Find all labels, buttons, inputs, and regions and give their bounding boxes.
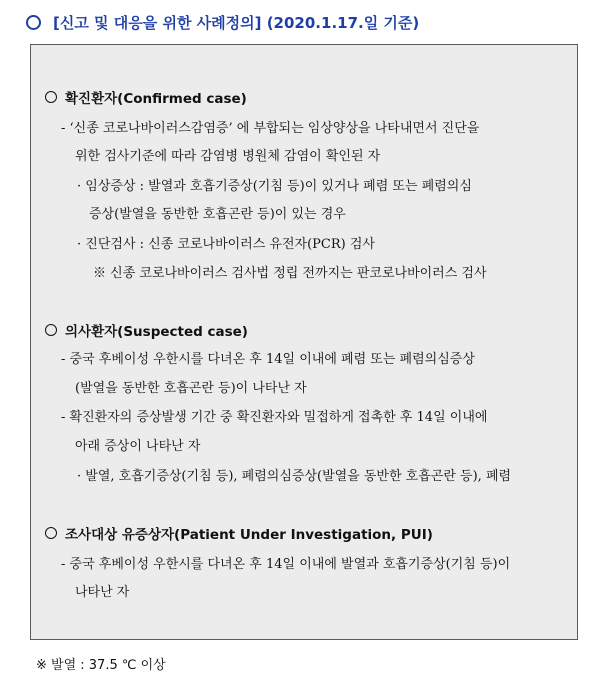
section-pui-title: 조사대상 유증상자(Patient Under Investigation, PUI) [45, 523, 433, 543]
suspected-line-3: - 확진환자의 증상발생 기간 중 확진환자와 밀접하게 접촉한 후 14일 이내에 [61, 410, 488, 425]
suspected-line-1: - 중국 후베이성 우한시를 다녀온 후 14일 이내에 폐렴 또는 폐렴의심증상 [61, 352, 475, 367]
confirmed-line-5: · 진단검사 : 신종 코로나바이러스 유전자(PCR) 검사 [77, 237, 375, 252]
confirmed-line-2: 위한 검사기준에 따라 감염병 병원체 감염이 확인된 자 [75, 149, 381, 164]
suspected-line-2: (발열을 동반한 호흡곤란 등)이 나타난 자 [75, 381, 307, 396]
page-header [26, 8, 419, 36]
footnote: ※ 발열 : 37.5 ℃ 이상 [36, 658, 166, 673]
circle-bullet-icon [45, 91, 57, 103]
confirmed-line-3: · 임상증상 : 발열과 호흡기증상(기침 등)이 있거나 폐렴 또는 폐렴의심 [77, 179, 472, 194]
suspected-line-5: · 발열, 호흡기증상(기침 등), 폐렴의심증상(발열을 동반한 호흡곤란 등), 폐렴 [77, 469, 512, 484]
suspected-line-4: 아래 증상이 나타난 자 [75, 439, 201, 454]
circle-bullet-icon [26, 15, 41, 30]
confirmed-line-6: ※ 신종 코로나바이러스 검사법 정립 전까지는 판코로나바이러스 검사 [93, 266, 487, 281]
header-title: [신고 및 대응을 위한 사례정의] (2020.1.17.일 기준) [53, 13, 420, 32]
confirmed-line-1: - ‘신종 코로나바이러스감염증’ 에 부합되는 임상양상을 나타내면서 진단을 [61, 121, 480, 136]
circle-bullet-icon [45, 527, 57, 539]
section-suspected-title: 의사환자(Suspected case) [45, 320, 248, 340]
pui-line-2: 나타난 자 [75, 585, 130, 600]
section-confirmed-title: 확진환자(Confirmed case) [45, 87, 247, 107]
circle-bullet-icon [45, 324, 57, 336]
pui-line-1: - 중국 후베이성 우한시를 다녀온 후 14일 이내에 발열과 호흡기증상(기침 등)이 [61, 557, 511, 572]
confirmed-line-4: 증상(발열을 동반한 호흡곤란 등)이 있는 경우 [89, 207, 346, 222]
definition-box [30, 44, 578, 640]
